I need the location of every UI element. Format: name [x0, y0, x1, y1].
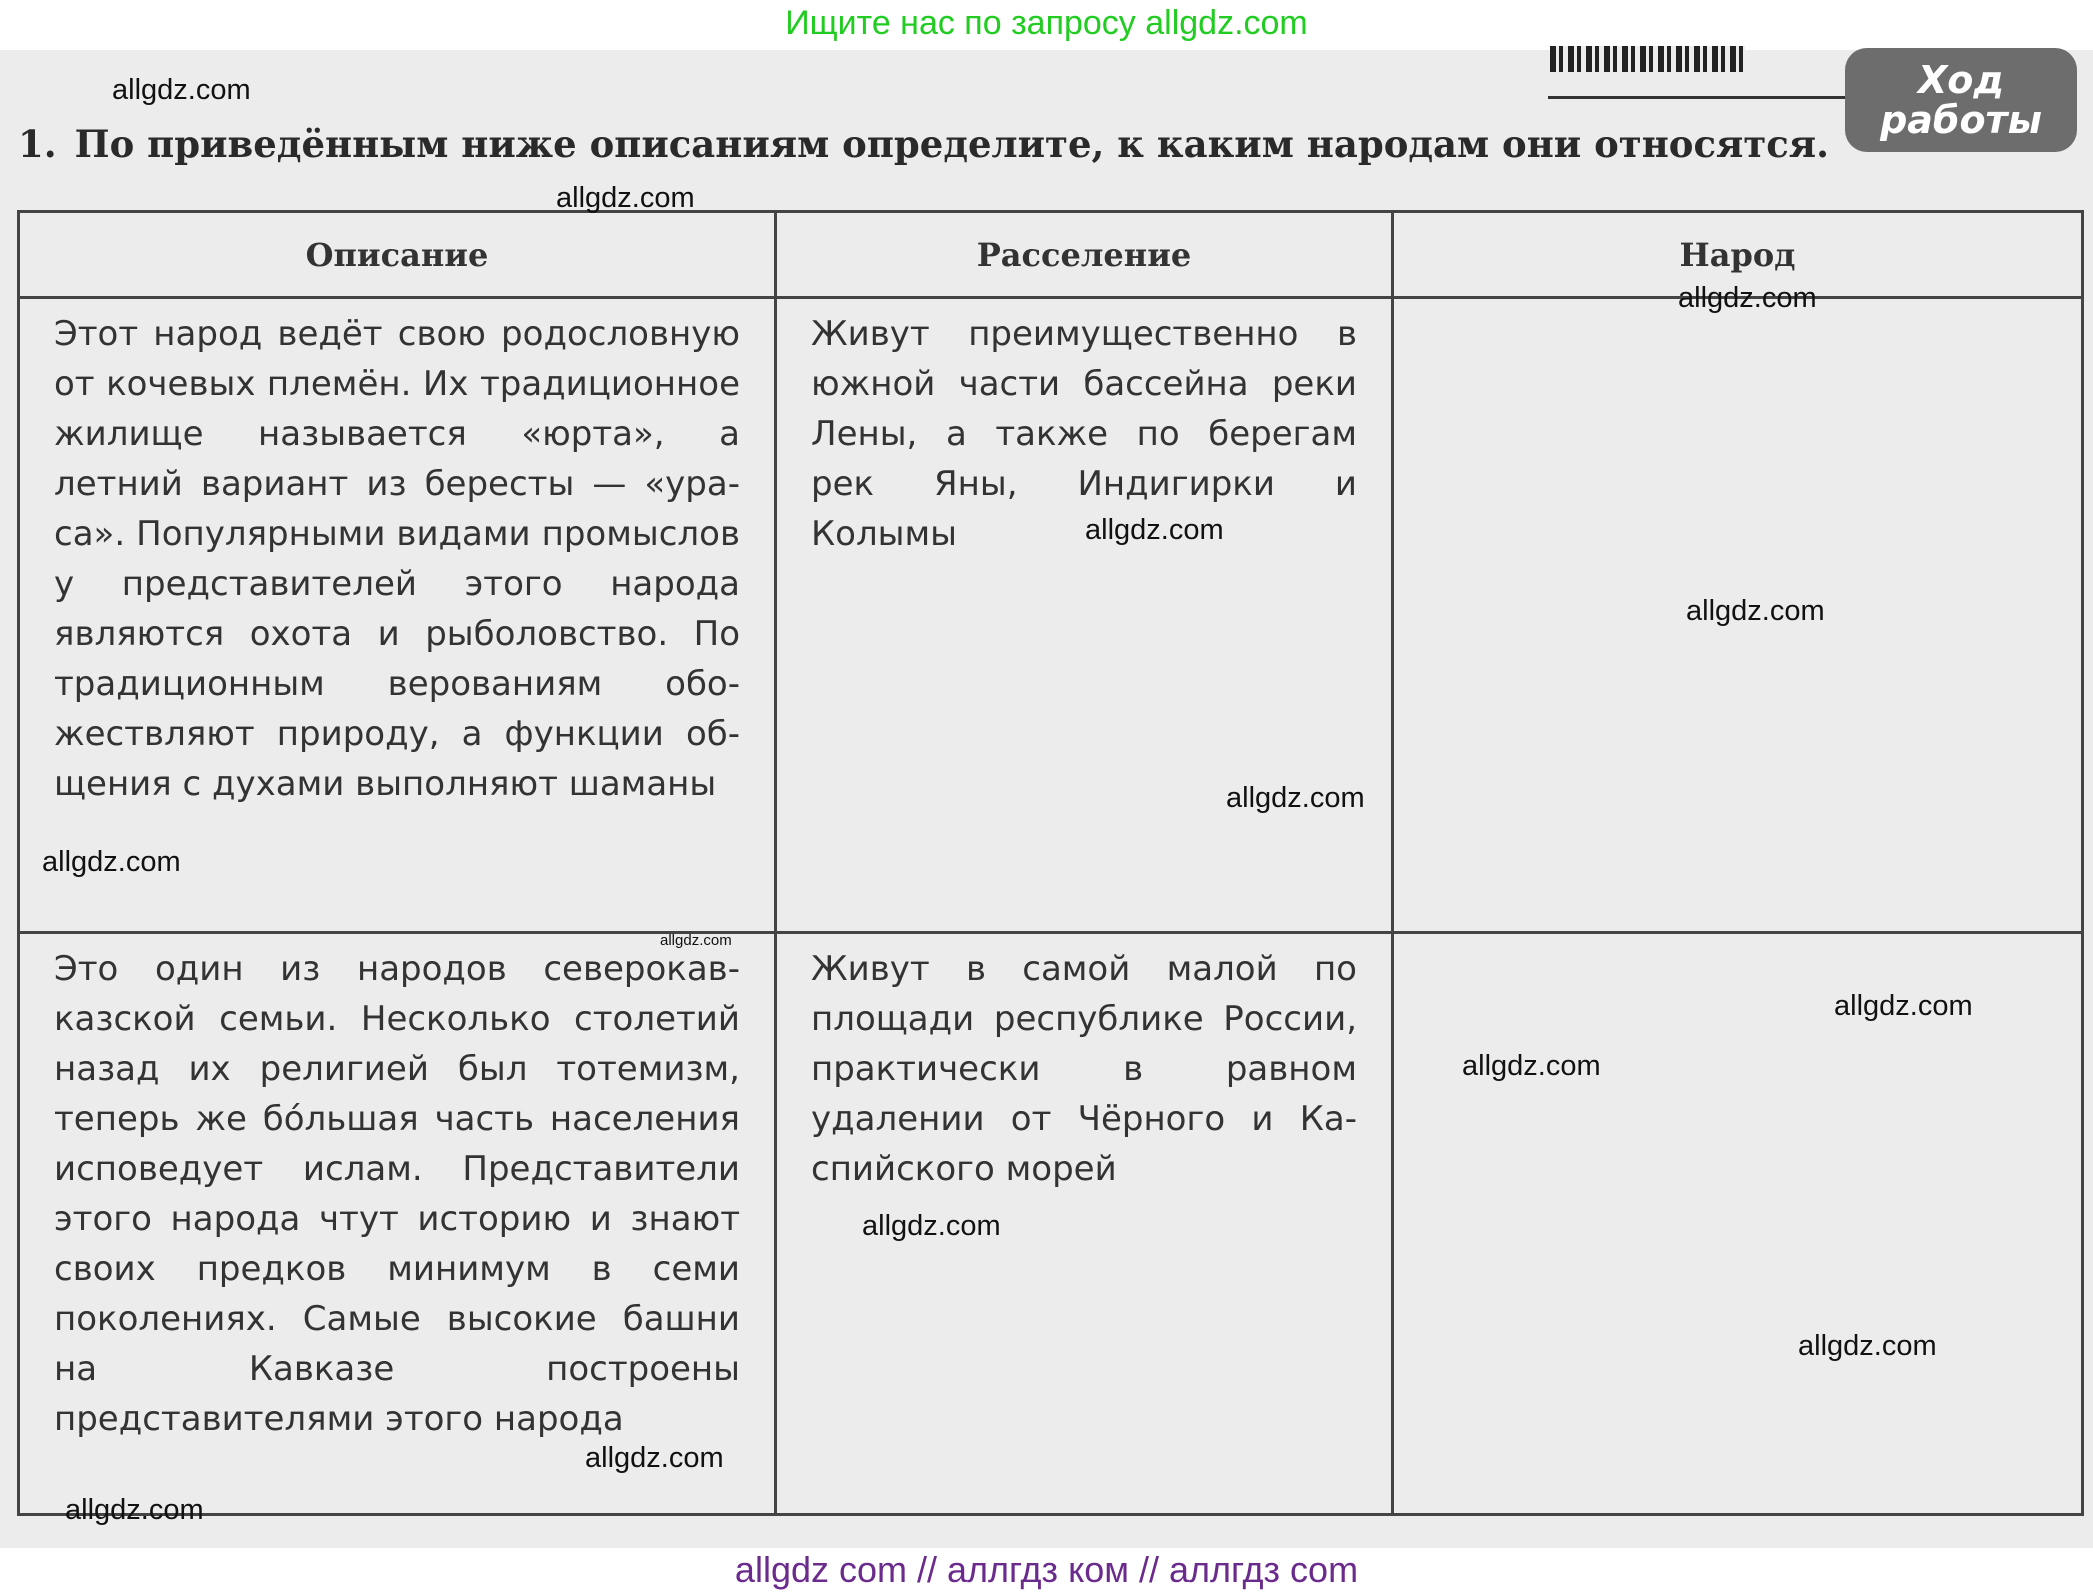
watermark: allgdz.com: [65, 1494, 204, 1526]
description-cell: Это один из народов северокавказской семьи. Несколько столетий назад их религией был тотемизм, теперь же бóльшая часть населения исповедует ислам. Представители этого народа чтут историю и знают своих предков минимум в семи поколениях. Самые высокие башни на Кавказе построены представителями этого народа: [19, 933, 776, 1515]
header-description: Описание: [19, 212, 776, 298]
watermark: allgdz.com: [1798, 1330, 1937, 1362]
watermark: allgdz.com: [1834, 990, 1973, 1022]
watermark: allgdz.com: [112, 74, 251, 106]
top-banner: Ищите нас по запросу allgdz.com: [785, 4, 1308, 42]
header-people: Народ: [1393, 212, 2083, 298]
watermark: allgdz.com: [556, 182, 695, 214]
settlement-cell: Живут преимущественно в южной части бассейна реки Лены, а также по берегам рек Яны, Индигирки и Колымы: [776, 298, 1393, 933]
task-text: По приведённым ниже описаниям определите, к каким народам они относятся.: [74, 122, 1830, 166]
watermark: allgdz.com: [585, 1442, 724, 1474]
watermark: allgdz.com: [1462, 1050, 1601, 1082]
section-badge: [1845, 48, 2077, 152]
watermark: allgdz.com: [660, 932, 732, 949]
task-number: 1.: [18, 122, 57, 166]
watermark: allgdz.com: [1226, 782, 1365, 814]
peoples-table: [17, 210, 2084, 1516]
description-cell: Этот народ ведёт свою родословную от кочевых племён. Их традиционное жилище называется «юрта», а летний вариант из бересты — «ураса». Популярными видами промыслов у представителей этого народа являются охота и рыболовство. По традиционным верованиям обожествляют природу, а функции общения с духами выполняют шаманы: [19, 298, 776, 933]
watermark: allgdz.com: [1678, 282, 1817, 314]
watermark: allgdz.com: [1085, 514, 1224, 546]
bottom-banner: allgdz com // аллгдз ком // аллгдз com: [734, 1549, 1359, 1590]
people-answer-cell[interactable]: [1393, 933, 2083, 1515]
divider: [1548, 96, 1848, 99]
watermark: allgdz.com: [1686, 595, 1825, 627]
watermark: allgdz.com: [42, 846, 181, 878]
header-settlement: Расселение: [776, 212, 1393, 298]
settlement-cell: Живут в самой малой по площади республике России, практически в равном удалении от Чёрного и Каспийского морей: [776, 933, 1393, 1515]
badge-line-2: работы: [1880, 98, 2042, 142]
qr-code-icon: [1550, 46, 1745, 72]
task-heading: [18, 122, 1829, 166]
watermark: allgdz.com: [862, 1210, 1001, 1242]
badge-line-1: Ход: [1917, 58, 2005, 102]
table-row: [19, 933, 2083, 1515]
